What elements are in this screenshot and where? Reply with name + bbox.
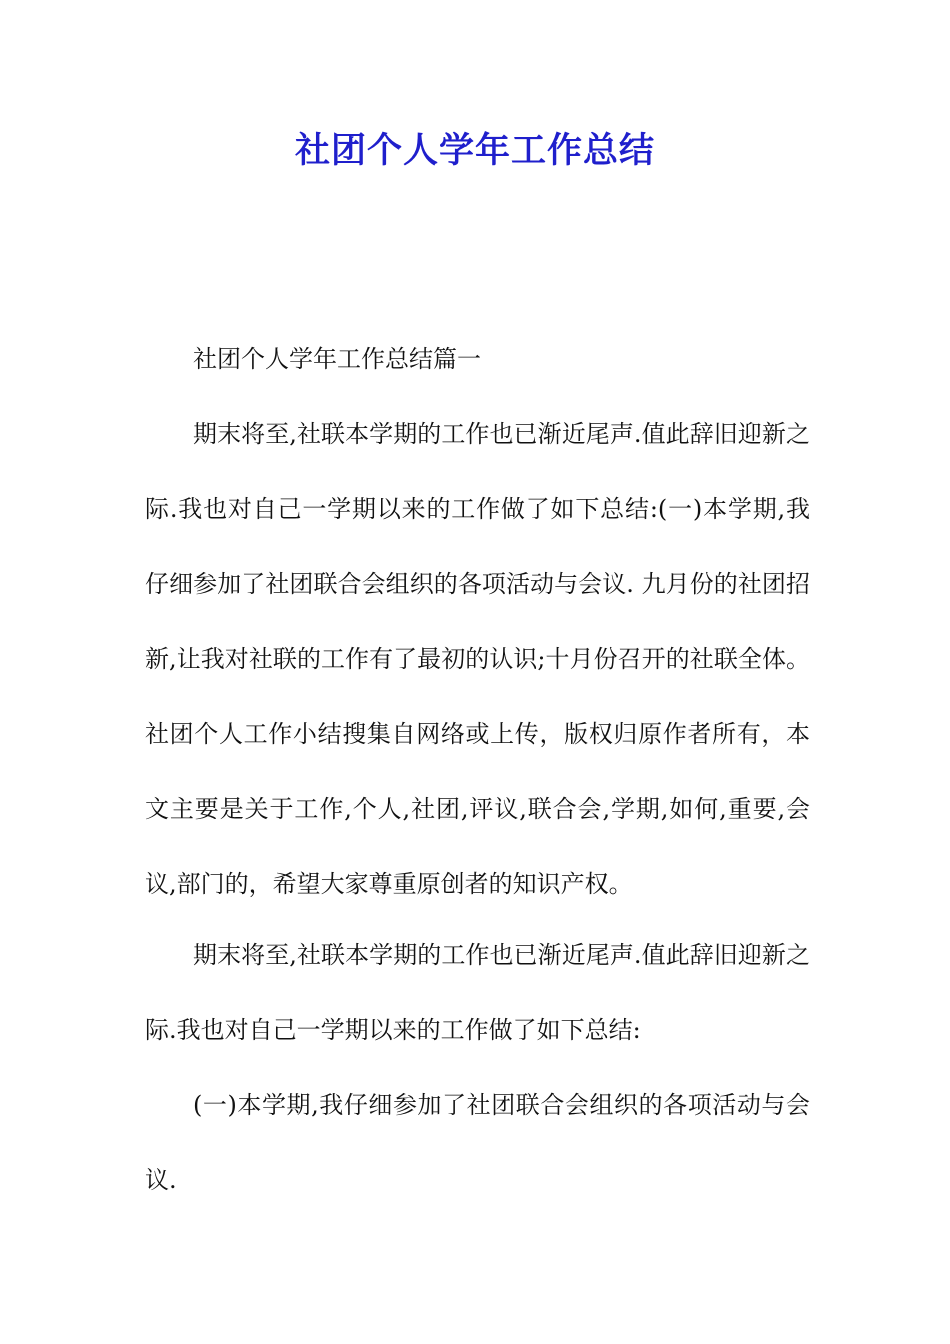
paragraph: (一)本学期,我仔细参加了社团联合会组织的各项活动与会议. xyxy=(145,1091,810,1194)
paragraph: 期末将至,社联本学期的工作也已渐近尾声.值此辞旧迎新之际.我也对自己一学期以来的工作做了如下总结:(一)本学期,我仔细参加了社团联合会组织的各项活动与会议. 九月份的社团招新,让我对社联的工作有了最初的认识;十月份召开的社联全体。社团个人工作小结搜集自网络或上传，版权归原作者所有，本文主要是关于工作,个人,社团,评议,联合会,学期,如何,重要,会议,部门的，希望大家尊重原创者的知识产权。 xyxy=(145,420,810,898)
section-heading-block xyxy=(145,322,810,397)
section-heading: 社团个人学年工作总结篇一 xyxy=(193,345,481,373)
document-title: 社团个人学年工作总结 xyxy=(294,131,655,171)
paragraph-3-block xyxy=(145,1068,810,1218)
paragraph: 期末将至,社联本学期的工作也已渐近尾声.值此辞旧迎新之际.我也对自己一学期以来的工作做了如下总结: xyxy=(145,941,810,1044)
paragraph-2-block xyxy=(145,918,810,1068)
paragraph-1-block xyxy=(145,397,810,922)
